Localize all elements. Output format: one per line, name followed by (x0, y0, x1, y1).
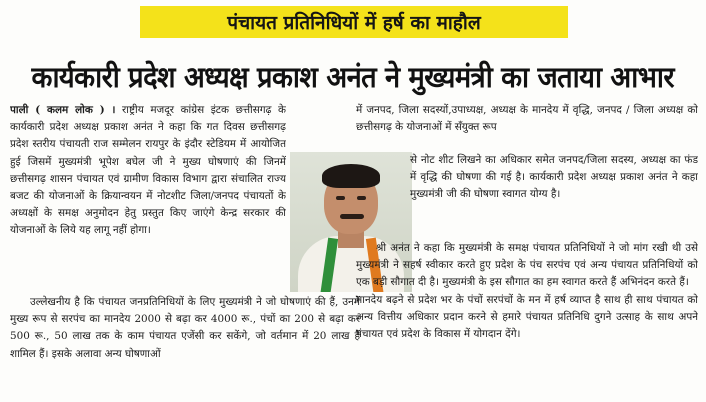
article-text-right-mid: से नोट शीट लिखने का अधिकार समेत जनपद/जिला सदस्य, अध्यक्ष का फंड में वृद्धि की घोषणा की गई है। कार्यकारी प्रदेश अध्यक्ष प्रकाश अनंत ने कहा मुख्यमंत्री जी की घोषणा स्वागत योग्य है। (410, 154, 698, 201)
article-column-right-top (356, 102, 698, 152)
article-text-left-top: राष्ट्रीय मजदूर कांग्रेस इंटक छत्तीसगढ़ के कार्यकारी प्रदेश अध्यक्ष प्रकाश अनंत ने कहा कि गत दिवस छत्तीसगढ़ प्रदेश स्तरीय पंचायती राज सम्मेलन रायपुर के इंदौर स्टेडियम में आयोजित हुई जिसमें मुख्यमंत्री भूपेश बघेल जी ने मुख्य घोषणाएं की जिनमें छत्तीसगढ़ शासन पंचायत एवं ग्रामीण विकास विभाग द्वारा संचालित राज्य बजट की योजनाओं के क्रियान्वयन में नोटशीट जिला/जनपद पंचायतों के अध्यक्षों के समक्ष अनुमोदन हेतु प्रस्तुत किए जाएंगे केन्द्र सरकार की योजनाओं के लिये यह लागू नहीं होगा। (10, 104, 286, 237)
article-column-left-bottom (10, 294, 360, 394)
kicker-band (140, 6, 568, 38)
article-column-left-top (10, 102, 286, 292)
article-text-right-bottom-2: मानदेय बढ़ने से प्रदेश भर के पंचों सरपंचों के मन में हर्ष व्याप्त है साथ ही साथ पंचायत को अन्य वित्तीय अधिकार प्रदान करने से हमारे पंचायत प्रतिनिधि दुगने उत्साह के साथ अपने पंचायत एवं प्रदेश के विकास में योगदान देंगे। (356, 293, 698, 341)
article-paragraph-1 (10, 102, 286, 240)
photo-mustache (340, 214, 364, 219)
photo-eye-left (336, 196, 345, 200)
article-text-right-top: में जनपद, जिला सदस्यों,उपाध्यक्ष, अध्यक्ष के मानदेय में वृद्धि, जनपद / जिला अध्यक्ष को छत्तीसगढ़ के योजनाओं में सँयुक्त रूप (356, 104, 698, 134)
photo-eye-right (357, 196, 366, 200)
headline-block (6, 54, 700, 98)
dateline: पाली ( कलम लोक ) । (10, 104, 116, 116)
article-text-right-bottom-1: श्री अनंत ने कहा कि मुख्यमंत्री के समक्ष पंचायत प्रतिनिधियों ने जो मांग रखी थी उसे मुख्यमंत्री ने सहर्ष स्वीकार करते हुए प्रदेश के पंच सरपंच एवं अन्य पंचायत प्रतिनिधियों को एक बड़ी सौगात दी है। मुख्यमंत्री के इस सौगात का हम स्वागत करते हैं अभिनंदन करते हैं। (356, 242, 698, 289)
kicker-text: पंचायत प्रतिनिधियों में हर्ष का माहौल (227, 12, 481, 34)
photo-hair (322, 164, 380, 188)
headline: कार्यकारी प्रदेश अध्यक्ष प्रकाश अनंत ने मुख्यमंत्री का जताया आभार (31, 59, 675, 94)
article-column-right-mid (410, 152, 698, 240)
article-text-left-bottom: उल्लेखनीय है कि पंचायत जनप्रतिनिधियों के लिए मुख्यमंत्री ने जो घोषणाएं की हैं, उनमें मुख्य रूप से सरपंच का मानदेय 2000 से बढ़ा कर 4000 रू., पंचों का 200 से बढ़ा कर 500 रू., 50 लाख तक के काम पंचायत एजेंसी कर सकेंगे, जो वर्तमान में 20 लाख हैं शामिल हैं। इसके अलावा अन्य घोषणाओं (10, 296, 360, 360)
article-column-right-bottom (356, 240, 698, 396)
